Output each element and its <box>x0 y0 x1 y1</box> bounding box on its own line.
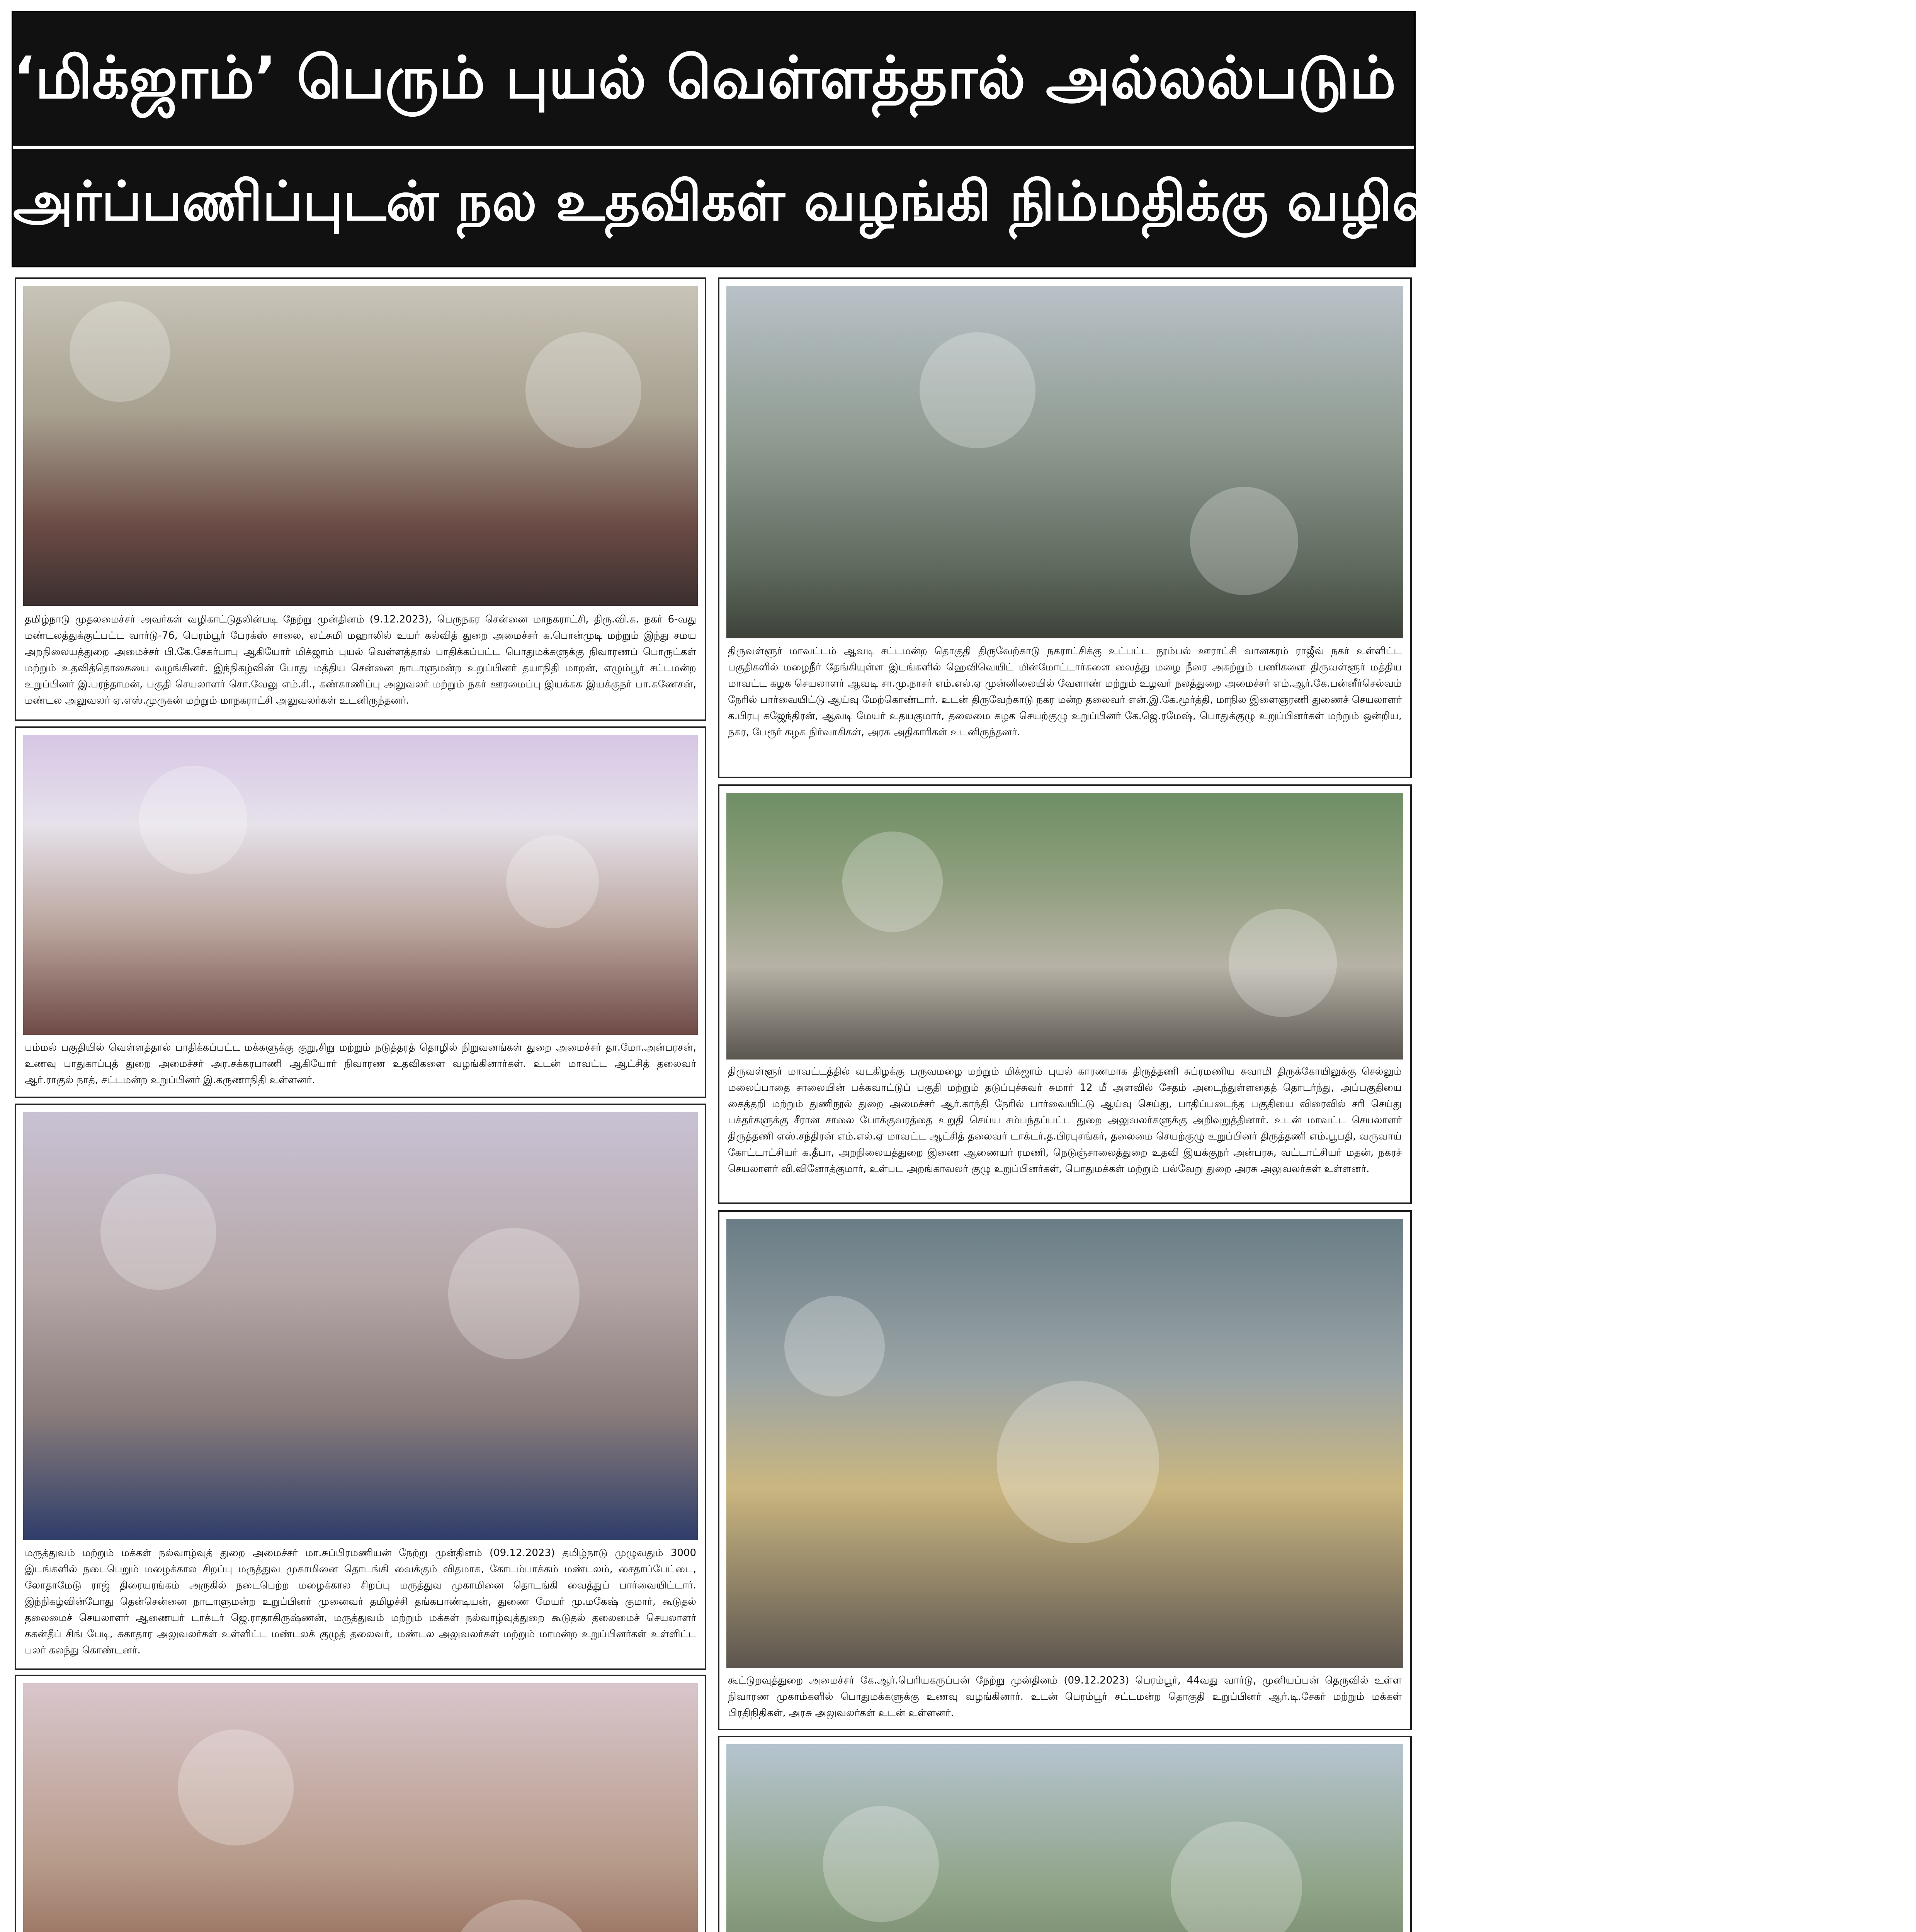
headline-line-2: அர்ப்பணிப்புடன் நல உதவிகள் வழங்கி நிம்மதிக்கு வழிவகுக்கும் கழக அரசு! <box>13 170 1916 233</box>
photo-caption-2: பம்மல் பகுதியில் வெள்ளத்தால் பாதிக்கப்பட்ட மக்களுக்கு குறு,சிறு மற்றும் நடுத்தரத் தொழில் நிறுவனங்கள் துறை அமைச்சர் தா.மோ.அன்பரசன், உணவு பாதுகாப்புத் துறை அமைச்சர் அர.சக்கரபாணி ஆகியோர் நிவாரண உதவிகளை வழங்கினார்கள். உடன் மாவட்ட ஆட்சித் தலைவர் ஆர்.ராகுல் நாத், சட்டமன்ற உறுப்பினர் இ.கருணாநிதி உள்ளனர். <box>25 1042 696 1086</box>
news-panel-8 <box>718 1736 1412 1932</box>
news-panel-4 <box>15 1675 706 1932</box>
headline-line-1: ‘மிக்ஜாம்’ பெரும் புயல் வெள்ளத்தால் அல்லல்படும் மக்களுக்கு <box>13 44 1700 112</box>
news-panel-6 <box>718 784 1412 1204</box>
news-panel-2 <box>15 726 706 1098</box>
photo-relief-distribution <box>23 286 698 606</box>
photo-caption-1: தமிழ்நாடு முதலமைச்சர் அவர்கள் வழிகாட்டுதலின்படி நேற்று முன்தினம் (9.12.2023), பெருநகர சென்னை மாநகராட்சி, திரு.வி.க. நகர் 6-வது மண்டலத்துக்குட்பட்ட வார்டு-76, பெரம்பூர் பேரக்ஸ் சாலை, லட்சுமி மஹாலில் உயர் கல்வித் துறை அமைச்சர் க.பொன்முடி மற்றும் இந்து சமய அறநிலையத்துறை அமைச்சர் பி.கே.சேகர்பாபு ஆகியோர் மிக்ஜாம் புயல் வெள்ளத்தால் பாதிக்கப்பட்ட பொதுமக்களுக்கு நிவாரணப் பொருட்கள் மற்றும் உதவித்தொகையை வழங்கினர். இந்நிகழ்வின் போது மத்திய சென்னை நாடாளுமன்ற உறுப்பினர் தயாநிதி மாறன், எழும்பூர் சட்டமன்ற உறுப்பினர் இ.பரந்தாமன், பகுதி செயலாளர் சொ.வேலு எம்.சி., கண்காணிப்பு அலுவலர் மற்றும் நகர் ஊரமைப்பு இயக்கக இயக்குநர் பா.கணேசன், மண்டல அலுவலர் ஏ.எஸ்.முருகன் மற்றும் மாநகராட்சி அலுவலர்கள் உடனிருந்தனர். <box>25 614 696 706</box>
photo-caption-5: திருவள்ளூர் மாவட்டம் ஆவடி சட்டமன்ற தொகுதி திருவேற்காடு நகராட்சிக்கு உட்பட்ட நூம்பல் ஊராட்சி வானகரம் ராஜீவ் நகர் உள்ளிட்ட பகுதிகளில் மழைநீர் தேங்கியுள்ள இடங்களில் ஹெவிவெயிட் மின்மோட்டார்களை வைத்து மழை நீரை அகற்றும் பணிகளை திருவள்ளூர் மத்திய மாவட்ட கழக செயலாளர் ஆவடி சா.மு.நாசர் எம்.எல்.ஏ முன்னிலையில் வேளாண் மற்றும் உழவர் நலத்துறை அமைச்சர் எம்.ஆர்.கே.பன்னீர்செல்வம் நேரில் பார்வையிட்டு ஆய்வு மேற்கொண்டார். உடன் திருவேற்காடு நகர மன்ற தலைவர் என்.இ.கே.மூர்த்தி, மாநில இளைஞரணி துணைச் செயலாளர் க.பிரபு கஜேந்திரன், ஆவடி மேயர் உதயகுமார், தலைமை கழக செயற்குழு உறுப்பினர் கே.ஜெ.ரமேஷ், பொதுக்குழு உறுப்பினர்கள் மற்றும் ஒன்றிய, நகர, பேரூர் கழக நிர்வாகிகள், அரசு அதிகாரிகள் உடனிருந்தனர். <box>728 645 1402 738</box>
headline-divider <box>13 146 1414 149</box>
photo-caption-7: கூட்டுறவுத்துறை அமைச்சர் கே.ஆர்.பெரியகருப்பன் நேற்று முன்தினம் (09.12.2023) பெரம்பூர், 44வது வார்டு, முனியப்பன் தெருவில் உள்ள நிவாரண முகாம்களில் பொதுமக்களுக்கு உணவு வழங்கினார். உடன் பெரம்பூர் சட்டமன்ற தொகுதி உறுப்பினர் ஆர்.டி.சேகர் மற்றும் மக்கள் பிரதிநிதிகள், அரசு அலுவலர்கள் உடன் உள்ளனர். <box>728 1675 1402 1719</box>
news-panel-5 <box>718 277 1412 778</box>
news-panel-7 <box>718 1210 1412 1730</box>
news-panel-3 <box>15 1104 706 1670</box>
news-panel-1 <box>15 277 706 721</box>
photo-canal-inspection <box>726 1744 1403 1932</box>
photo-caption-6: திருவள்ளூர் மாவட்டத்தில் வடகிழக்கு பருவமழை மற்றும் மிக்ஜாம் புயல் காரணமாக திருத்தணி சுப்ரமணிய சுவாமி திருக்கோயிலுக்கு செல்லும் மலைப்பாதை சாலையின் பக்கவாட்டுப் பகுதி மற்றும் தடுப்புச்சுவர் சுமார் 12 மீ அளவில் சேதம் அடைந்துள்ளதைத் தொடர்ந்து, அப்பகுதியை கைத்தறி மற்றும் துணிநூல் துறை அமைச்சர் ஆர்.காந்தி நேரில் பார்வையிட்டு ஆய்வு செய்து, பாதிப்படைந்த பகுதியை விரைவில் சரி செய்து பக்தர்களுக்கு சீரான சாலை போக்குவரத்தை உறுதி செய்ய சம்பந்தப்பட்ட துறை அலுவலர்களுக்கு அறிவுறுத்தினார். உடன் மாவட்ட செயலாளர் திருத்தணி எஸ்.சந்திரன் எம்.எல்.ஏ மாவட்ட ஆட்சித் தலைவர் டாக்டர்.த.பிரபுசங்கர், தலைமை செயற்குழு உறுப்பினர் திருத்தணி எம்.பூபதி, வருவாய் கோட்டாட்சியர் க.தீபா, அறநிலையத்துறை இணை ஆணையர் ரமணி, நெடுஞ்சாலைத்துறை உதவி இயக்குநர் அன்பரசு, வட்டாட்சியர் மதன், நகரச் செயலாளர் வி.வினோத்குமார், உள்பட அறங்காவலர் குழு உறுப்பினர்கள், பொதுமக்கள் மற்றும் பல்வேறு துறை அரசு அலுவலர்கள் உள்ளனர். <box>728 1066 1402 1175</box>
photo-hill-road-inspection <box>726 793 1403 1060</box>
photo-don-bosco-relief <box>23 1683 698 1932</box>
headline-banner <box>12 11 1916 267</box>
photo-water-pumping-inspection <box>726 286 1403 638</box>
photo-food-distribution <box>726 1219 1403 1668</box>
photo-caption-3: மருத்துவம் மற்றும் மக்கள் நல்வாழ்வுத் துறை அமைச்சர் மா.சுப்பிரமணியன் நேற்று முன்தினம் (09.12.2023) தமிழ்நாடு முழுவதும் 3000 இடங்களில் நடைபெறும் மழைக்கால சிறப்பு மருத்துவ முகாமினை தொடங்கி வைக்கும் விதமாக, கோடம்பாக்கம் மண்டலம், சைதாப்பேட்டை, லோதாமேடு ராஜ் திரையரங்கம் அருகில் நடைபெற்ற மழைக்கால சிறப்பு மருத்துவ முகாமினை தொடங்கி வைத்துப் பார்வையிட்டார். இந்நிகழ்வின்போது தென்சென்னை நாடாளுமன்ற உறுப்பினர் முனைவர் தமிழச்சி தங்கபாண்டியன், துணை மேயர் மு.மகேஷ் குமார், கூடுதல் தலைமைச் செயலாளர் ஆணையர் டாக்டர் ஜெ.ராதாகிருஷ்ணன், மருத்துவம் மற்றும் மக்கள் நல்வாழ்வுத்துறை கூடுதல் தலைமைச் செயலாளர் ககன்தீப் சிங் பேடி, சுகாதார அலுவலர்கள் உள்ளிட்ட மண்டலக் குழுத் தலைவர், மண்டல அலுவலர்கள் மற்றும் மாமன்ற உறுப்பினர்கள் உள்ளிட்ட பலர் கலந்து கொண்டனர். <box>25 1547 696 1656</box>
photo-medical-camp <box>23 1112 698 1540</box>
photo-pammal-relief <box>23 735 698 1035</box>
